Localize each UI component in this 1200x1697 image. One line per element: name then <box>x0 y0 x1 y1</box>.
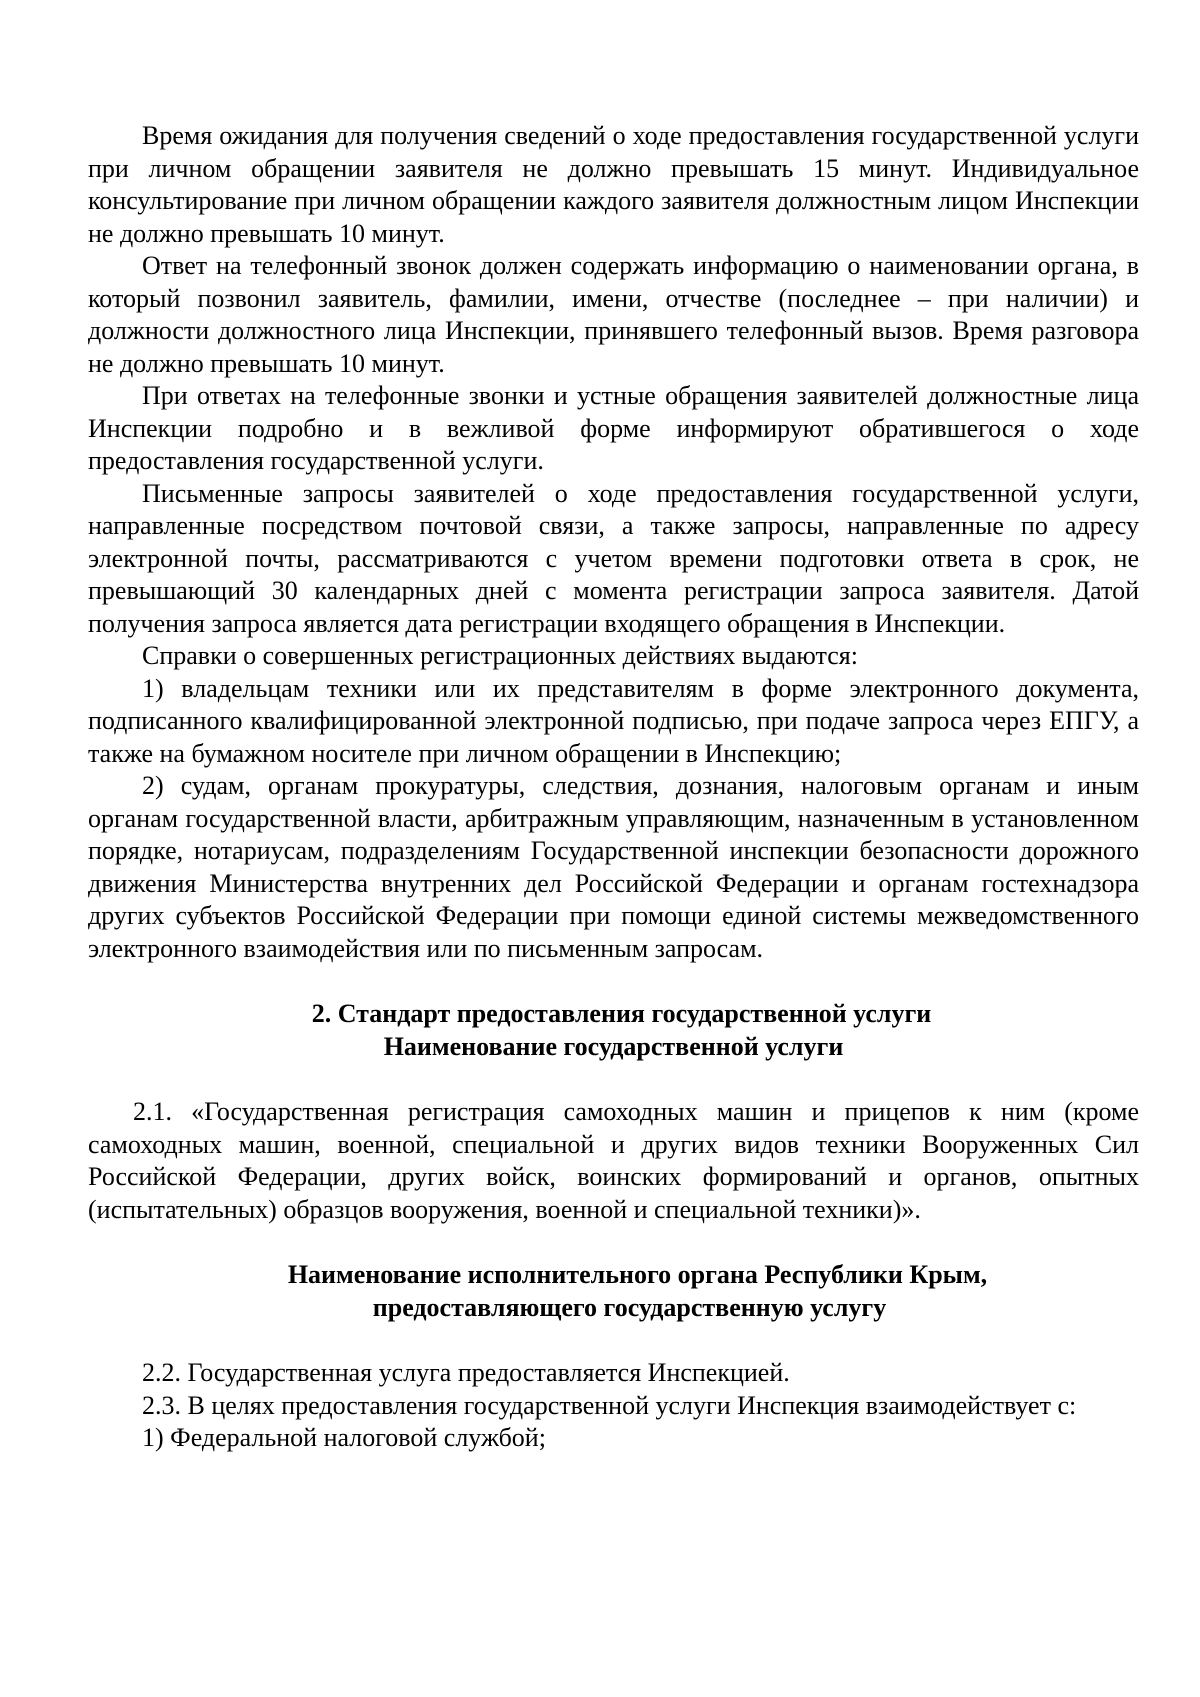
organ-heading-line1: Наименование исполнительного органа Республики Крым, <box>287 1260 988 1289</box>
document-body <box>88 120 1139 1455</box>
list-item-owners: 1) владельцам техники или их представителям в форме электронного документа, подписанного квалифицированной электронной подписью, при подаче запроса через ЕПГУ, а также на бумажном носителе при личном обращении в Инспекцию; <box>88 673 1139 768</box>
organ-heading <box>88 1259 1139 1324</box>
list-item-tax-service: 1) Федеральной налоговой службой; <box>142 1423 546 1452</box>
paragraph-2-2: 2.2. Государственная услуга предоставляется Инспекцией. <box>142 1358 790 1387</box>
list-item-authorities: 2) судам, органам прокуратуры, следствия, дознания, налоговым органам и иным органам государственной власти, арбитражным управляющим, назначенным в установленном порядке, нотариусам, подразделениям Государственной инспекции безопасности дорожного движения Министерства внутренних дел Российской Федерации и органам гостехнадзора других субъектов Российской Федерации при помощи единой системы межведомственного электронного взаимодействия или по письменным запросам. <box>88 771 1139 963</box>
section-2-heading <box>88 998 1139 1063</box>
paragraph-phone-answer: Ответ на телефонный звонок должен содержать информацию о наименовании органа, в который позвонил заявитель, фамилии, имени, отчестве (последнее – при наличии) и должности должностного лица Инспекции, принявшего телефонный вызов. Время разговора не должно превышать 10 минут. <box>88 251 1139 378</box>
paragraph-waiting-time: Время ожидания для получения сведений о ходе предоставления государственной услуги при личном обращении заявителя не должно превышать 15 минут. Индивидуальное консультирование при личном обращении каждого заявителя должностным лицом Инспекции не должно превышать 10 минут. <box>88 121 1139 248</box>
paragraph-written-requests: Письменные запросы заявителей о ходе предоставления государственной услуги, направленные посредством почтовой связи, а также запросы, направленные по адресу электронной почты, рассматриваются с учетом времени подготовки ответа в срок, не превышающий 30 календарных дней с момента регистрации запроса заявителя. Датой получения запроса является дата регистрации входящего обращения в Инспекции. <box>88 478 1139 638</box>
service-name-heading: Наименование государственной услуги <box>383 1031 844 1061</box>
paragraph-oral-inquiries: При ответах на телефонные звонки и устные обращения заявителей должностные лица Инспекции подробно и в вежливой форме информируют обратившегося о ходе предоставления государственной услуги. <box>88 381 1139 475</box>
paragraph-certificates-intro: Справки о совершенных регистрационных действиях выдаются: <box>142 641 858 670</box>
section-2-title: 2. Стандарт предоставления государственной услуги <box>311 999 932 1028</box>
organ-heading-line2: предоставляющего государственную услугу <box>372 1292 887 1322</box>
paragraph-2-1: 2.1. «Государственная регистрация самоходных машин и прицепов к ним (кроме самоходных машин, военной, специальной и других видов техники Вооруженных Сил Российской Федерации, других войск, воинских формирований и органов, опытных (испытательных) образцов вооружения, военной и специальной техники)». <box>88 1097 1139 1224</box>
paragraph-2-3: 2.3. В целях предоставления государственной услуги Инспекция взаимодействует с: <box>142 1390 1077 1420</box>
